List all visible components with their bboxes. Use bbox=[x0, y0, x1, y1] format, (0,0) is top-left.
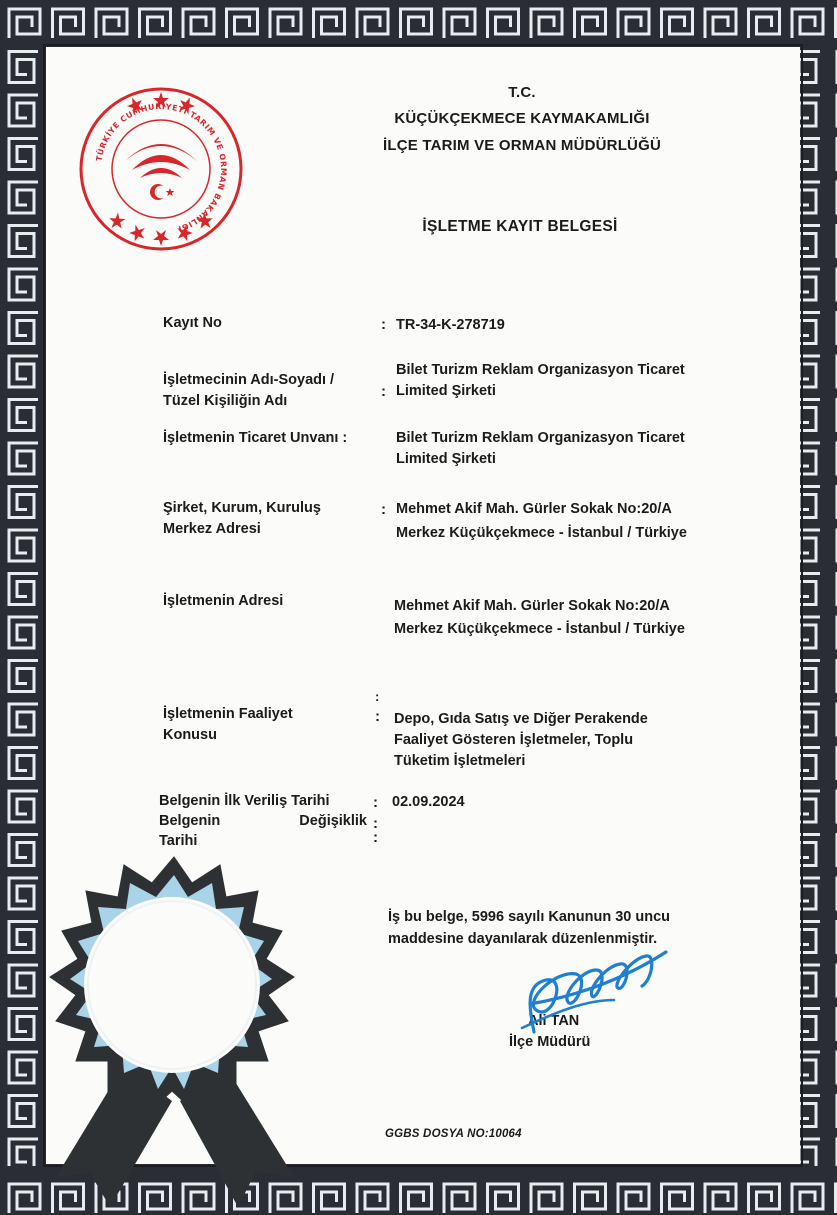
value-ilk-verilis: 02.09.2024 bbox=[392, 794, 465, 810]
value-isletmeci-line2: Limited Şirketi bbox=[396, 383, 496, 399]
separator-colon: : bbox=[381, 383, 386, 400]
value-isletmeci-line1: Bilet Turizm Reklam Organizasyon Ticaret bbox=[396, 362, 685, 378]
label-isletmeci-line1: İşletmecinin Adı-Soyadı / bbox=[163, 372, 335, 388]
seal-ring-text: TÜRKİYE CUMHURİYETİ TARIM VE ORMAN BAKANLIĞI bbox=[94, 101, 229, 234]
svg-text:TÜRKİYE CUMHURİYETİ TARIM VE O bbox=[95, 102, 229, 234]
separator-colon: : bbox=[373, 794, 378, 811]
label-kayit-no: Kayıt No bbox=[163, 315, 222, 331]
handwritten-signature bbox=[516, 940, 676, 1040]
value-faaliyet-line2: Faaliyet Gösteren İşletmeler, Toplu bbox=[394, 732, 634, 748]
value-faaliyet-line3: Tüketim İşletmeleri bbox=[394, 753, 526, 769]
rosette-seal bbox=[12, 855, 337, 1215]
label-degisiklik-line2: Tarihi bbox=[159, 833, 198, 849]
statement-line2: maddesine dayanılarak düzenlenmiştir. bbox=[388, 931, 658, 947]
label-isletme-adresi: İşletmenin Adresi bbox=[163, 593, 284, 609]
value-merkez-adresi-line2: Merkez Küçükçekmece - İstanbul / Türkiye bbox=[396, 525, 687, 541]
label-degisiklik-word2: Değişiklik bbox=[299, 813, 367, 829]
ministry-seal-logo bbox=[76, 84, 246, 254]
value-isletme-adresi-line2: Merkez Küçükçekmece - İstanbul / Türkiye bbox=[394, 621, 685, 637]
header-mudurluk: İLÇE TARIM VE ORMAN MÜDÜRLÜĞÜ bbox=[382, 137, 661, 154]
value-isletme-adresi-line1: Mehmet Akif Mah. Gürler Sokak No:20/A bbox=[394, 598, 670, 614]
label-merkez-adresi-line1: Şirket, Kurum, Kuruluş bbox=[163, 500, 321, 516]
label-merkez-adresi-line2: Merkez Adresi bbox=[163, 521, 261, 537]
label-ilk-verilis: Belgenin İlk Veriliş Tarihi bbox=[159, 793, 330, 809]
signatory-title: İlçe Müdürü bbox=[509, 1034, 591, 1050]
label-degisiklik-word1: Belgenin bbox=[159, 813, 221, 829]
value-ticaret-unvani-line2: Limited Şirketi bbox=[396, 451, 496, 467]
document-title: İŞLETME KAYIT BELGESİ bbox=[422, 218, 618, 235]
separator-colon: : bbox=[373, 815, 378, 832]
label-degisiklik-line1 bbox=[159, 811, 374, 831]
value-merkez-adresi-line1: Mehmet Akif Mah. Gürler Sokak No:20/A bbox=[396, 501, 672, 517]
label-faaliyet-line2: Konusu bbox=[163, 727, 217, 743]
label-ticaret-unvani: İşletmenin Ticaret Unvanı : bbox=[163, 430, 348, 446]
label-isletmeci-line2: Tüzel Kişiliğin Adı bbox=[163, 393, 288, 409]
signatory-name: Ali TAN bbox=[528, 1013, 580, 1029]
value-ticaret-unvani-line1: Bilet Turizm Reklam Organizasyon Ticaret bbox=[396, 430, 685, 446]
separator-colon: : bbox=[381, 316, 386, 333]
separator-colon: : bbox=[381, 501, 386, 518]
value-faaliyet-line1: Depo, Gıda Satış ve Diğer Perakende bbox=[394, 711, 648, 727]
value-kayit-no: TR-34-K-278719 bbox=[396, 317, 505, 333]
separator-colon: : bbox=[373, 829, 378, 846]
separator-colon: : bbox=[375, 689, 380, 704]
header-tc: T.C. bbox=[508, 84, 536, 101]
statement-line1: İş bu belge, 5996 sayılı Kanunun 30 uncu bbox=[388, 909, 671, 925]
separator-colon: : bbox=[375, 708, 380, 725]
label-degisiklik-row bbox=[159, 811, 367, 831]
label-faaliyet-line1: İşletmenin Faaliyet bbox=[163, 706, 293, 722]
dosya-number: GGBS DOSYA NO:10064 bbox=[385, 1128, 522, 1140]
header-kaymakamlik: KÜÇÜKÇEKMECE KAYMAKAMLIĞI bbox=[394, 110, 650, 127]
